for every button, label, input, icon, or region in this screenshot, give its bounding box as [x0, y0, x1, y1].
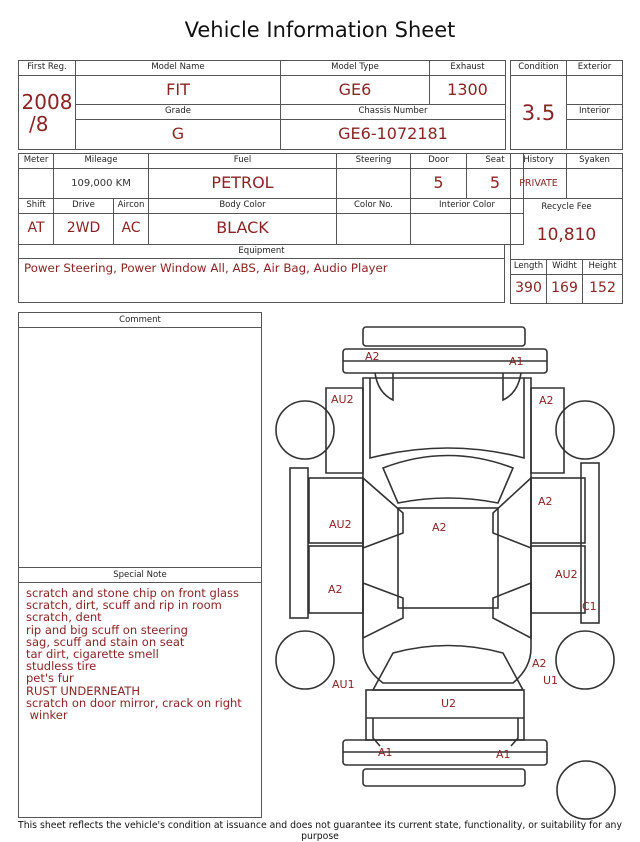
body-color-label: Body Color	[219, 200, 266, 210]
note-line: scratch on door mirror, crack on right	[26, 695, 242, 710]
width-value: 169	[551, 280, 578, 296]
syaken-label: Syaken	[579, 155, 610, 165]
model-name-value: FIT	[166, 80, 190, 99]
aircon-label: Aircon	[117, 200, 145, 210]
model-name-label: Model Name	[151, 62, 205, 72]
exhaust-label: Exhaust	[450, 62, 485, 72]
damage-left-rear-door: A2	[328, 583, 343, 596]
interior-label: Interior	[578, 106, 610, 116]
note-line: pet's fur	[26, 671, 74, 686]
fuel-label: Fuel	[233, 155, 252, 165]
damage-trunk: U2	[441, 697, 457, 710]
model-type-value: GE6	[338, 80, 372, 99]
history-label: History	[523, 155, 554, 165]
aircon-value: AC	[121, 220, 141, 236]
special-note-list	[26, 587, 242, 721]
mileage-label: Mileage	[84, 155, 118, 165]
shift-value: AT	[27, 220, 45, 236]
equipment-label: Equipment	[19, 245, 504, 259]
width-label: Widht	[552, 261, 577, 271]
model-type-label: Model Type	[331, 62, 379, 72]
damage-left-front-door: AU2	[329, 518, 352, 531]
damage-right-sill: C1	[582, 600, 597, 613]
length-label: Length	[513, 261, 544, 271]
history-table	[510, 153, 623, 304]
condition-label: Condition	[518, 62, 559, 72]
damage-right-front-door: A2	[538, 495, 553, 508]
spec-table	[18, 153, 524, 245]
drive-label: Drive	[72, 200, 95, 210]
steering-label: Steering	[355, 155, 392, 165]
condition-value: 3.5	[521, 100, 556, 125]
shift-label: Shift	[26, 200, 46, 210]
exhaust-value: 1300	[447, 80, 488, 99]
disclaimer-footer: This sheet reflects the vehicle's condition at issuance and does not guarantee its current state, functionality, or suitability for any purpose	[18, 820, 622, 842]
damage-right-rear-door: AU2	[555, 568, 578, 581]
page-title: Vehicle Information Sheet	[184, 18, 456, 42]
car-damage-diagram	[268, 318, 630, 818]
grade-label: Grade	[165, 106, 191, 116]
meter-label: Meter	[23, 155, 49, 165]
first-reg-year: 2008	[21, 89, 73, 114]
mileage-value: 109,000 KM	[71, 178, 131, 189]
note-line: winker	[26, 708, 68, 723]
equipment-value: Power Steering, Power Window All, ABS, Air Bag, Audio Player	[24, 261, 388, 275]
length-value: 390	[515, 280, 542, 296]
damage-front-right: A1	[509, 355, 524, 368]
note-line: rip and big scuff on steering	[26, 622, 188, 637]
history-value: PRIVATE	[519, 178, 558, 189]
equipment-box	[18, 244, 505, 303]
drive-value: 2WD	[66, 220, 101, 236]
exterior-label: Exterior	[577, 62, 612, 72]
damage-right-rear: U1	[543, 674, 559, 687]
chassis-number-label: Chassis Number	[358, 106, 428, 116]
note-line: RUST UNDERNEATH	[26, 683, 141, 698]
body-color-value: BLACK	[216, 218, 269, 237]
seat-label: Seat	[485, 155, 505, 165]
height-value: 152	[589, 280, 616, 296]
damage-right-fender: A2	[539, 394, 554, 407]
height-label: Height	[588, 261, 617, 271]
comment-box	[18, 312, 262, 568]
first-reg-month: /8	[29, 111, 49, 136]
damage-right-quarter: A2	[532, 657, 547, 670]
note-line: tar dirt, cigarette smell	[26, 647, 159, 662]
note-line: scratch and stone chip on front glass	[26, 586, 239, 600]
damage-rear-left: A1	[378, 746, 393, 759]
note-line: scratch, dent	[26, 610, 102, 625]
damage-left-quarter: AU1	[332, 678, 355, 691]
damage-front-left: A2	[365, 350, 380, 363]
door-label: Door	[428, 155, 449, 165]
fuel-value: PETROL	[211, 173, 274, 192]
chassis-number-value: GE6-1072181	[338, 124, 448, 143]
recycle-fee-value: 10,810	[536, 225, 597, 245]
note-line: scratch, dirt, scuff and rip in room	[26, 598, 222, 613]
model-info-table	[18, 60, 506, 150]
condition-table	[510, 60, 623, 150]
recycle-fee-label: Recycle Fee	[541, 202, 592, 212]
grade-value: G	[171, 124, 185, 143]
seat-value: 5	[489, 173, 501, 192]
interior-color-label: Interior Color	[439, 200, 495, 210]
damage-left-fender: AU2	[331, 393, 354, 406]
color-no-label: Color No.	[353, 200, 393, 210]
note-line: sag, scuff and stain on seat	[26, 634, 185, 649]
damage-rear-right: A1	[496, 748, 511, 761]
special-note-label: Special Note	[19, 568, 261, 583]
door-value: 5	[433, 173, 444, 192]
damage-hood: A2	[432, 521, 447, 534]
first-reg-label: First Reg.	[27, 62, 67, 72]
note-line: studless tire	[26, 659, 97, 674]
comment-label: Comment	[19, 313, 261, 328]
